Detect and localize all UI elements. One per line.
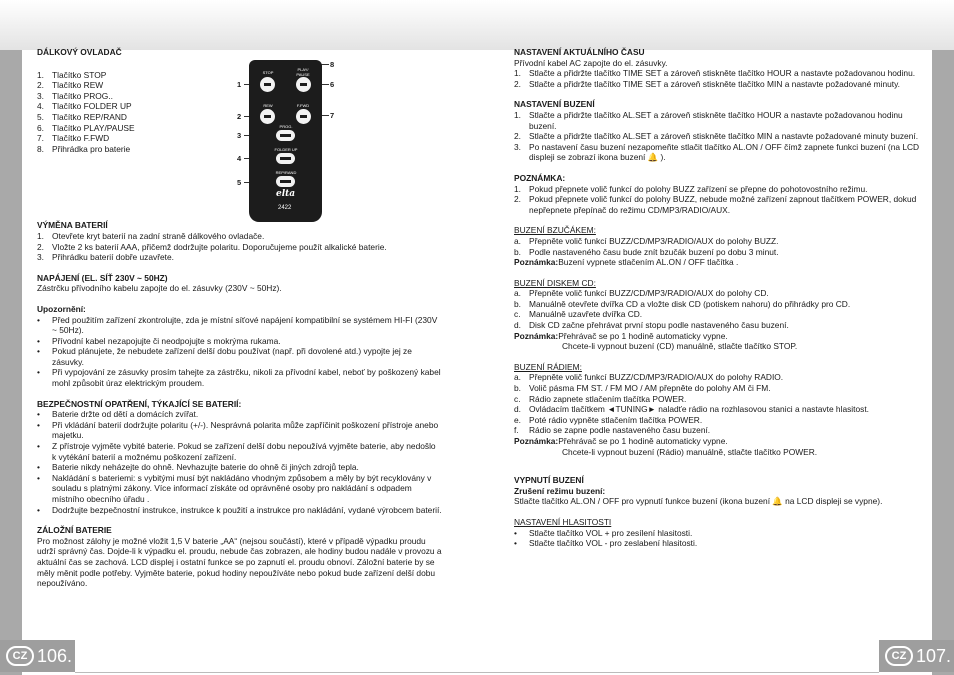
cd-note: [514, 331, 926, 342]
list-text: Stlačte a přidržte tlačítko TIME SET a zároveň stiskněte tlačítko MIN a nastavte požadované minuty.: [529, 78, 900, 89]
rep-rand-button: [276, 176, 295, 187]
radio-note-text: Přehrávač se po 1 hodině automaticky vypne.: [558, 436, 728, 446]
list-item: [37, 91, 442, 102]
list-text: Stlačte tlačítko VOL - pro zeslabení hlasitosti.: [529, 538, 698, 549]
rew-button: [260, 109, 275, 124]
left-margin-band: [0, 50, 22, 675]
safety-title: BEZPEČNOSTNÍ OPATŘENÍ, TÝKAJÍCÍ SE BATERIÍ:: [37, 398, 242, 409]
list-text: Tlačítko REP/RAND: [52, 111, 127, 122]
list-text: Před použitím zařízení zkontrolujte, zda je místní síťové napájení kompatibilní se systémem HI-FI (230V ~ 50Hz).: [52, 314, 438, 336]
remote-title: DÁLKOVÝ OVLADAČ: [37, 47, 122, 57]
list-text: Přepněte volič funkcí BUZZ/CD/MP3/RADIO/AUX do polohy BUZZ.: [529, 235, 779, 246]
list-text: Při vypojování ze zásuvky prosím tahejte za zástrčku, nikoli za přívodní kabel, neboť by poškozený kabel mohl způsobit úraz elektrickým proudem.: [52, 367, 441, 389]
list-item: [514, 236, 926, 247]
list-text: Disk CD začne přehrávat první stopu podle nastaveného času buzení.: [529, 320, 789, 331]
right-margin-band: [932, 50, 954, 675]
list-item: [37, 505, 442, 516]
list-marker: •: [37, 462, 40, 473]
list-item: [37, 70, 442, 81]
remote-label-rep: REP/RAND: [275, 170, 297, 175]
list-marker: 3.: [514, 141, 521, 152]
remote-label-prog: PROG.: [279, 124, 293, 129]
battery-title: VÝMĚNA BATERIÍ: [37, 220, 108, 231]
list-marker: 1.: [37, 230, 44, 241]
list-item: [514, 404, 926, 415]
list-text: Tlačítko STOP: [52, 69, 107, 80]
list-item: [514, 131, 926, 142]
language-badge: CZ: [6, 646, 34, 666]
list-marker: •: [37, 419, 40, 430]
time-intro: Přívodní kabel AC zapojte do el. zásuvky.: [514, 57, 668, 68]
list-marker: •: [37, 367, 40, 378]
list-text: Přihrádka pro baterie: [52, 143, 131, 154]
cd-note-text-2: Chcete-li vypnout buzení (CD) manuálně, stlačte tlačítko STOP.: [562, 341, 798, 352]
remote-model: 2422: [278, 205, 292, 211]
list-text: Baterie držte od dětí a domácích zvířat.: [52, 409, 199, 420]
list-marker: 3.: [37, 90, 44, 101]
list-item: [514, 288, 926, 299]
radio-list: [514, 372, 926, 436]
time-list: [514, 68, 926, 89]
callout-4: 4: [237, 154, 242, 163]
safety-list: [37, 409, 442, 515]
radio-note-label: Poznámka:: [514, 436, 559, 446]
list-item: [37, 315, 442, 336]
remote-label-stop: STOP: [262, 70, 274, 75]
list-item: [514, 79, 926, 90]
list-marker: d.: [514, 404, 521, 415]
list-text: Stlačte tlačítko VOL + pro zesílení hlasitosti.: [529, 527, 693, 538]
list-item: [37, 473, 442, 505]
list-marker: •: [37, 314, 40, 325]
list-marker: c.: [514, 309, 521, 320]
callout-1: 1: [237, 80, 242, 89]
callout-8: 8: [330, 60, 335, 69]
list-item: [514, 184, 926, 195]
list-text: Volič pásma FM ST. / FM MO / AM přepněte do polohy AM či FM.: [529, 383, 771, 394]
list-item: [514, 383, 926, 394]
list-text: Stlačte a přidržte tlačítko TIME SET a zároveň stiskněte tlačítko HOUR a nastavte požadovanou hodinu.: [529, 68, 916, 79]
page-number: 106.: [37, 645, 73, 666]
remote-label-play: PLAY/ PAUSE: [296, 67, 310, 77]
buzz-note-label: Poznámka:: [514, 257, 559, 268]
list-text: Pokud přepnete volič funkcí do polohy BUZZ, nebude možné zařízení zapnout tlačítkem POWER, dokud nepřepnete přepínač do režimu CD/MP3/RADIO/AUX.: [529, 194, 917, 215]
list-text: Vložte 2 ks baterií AAA, přičemž dodržujte polaritu. Doporučujeme použít alkalické baterie.: [52, 241, 387, 252]
list-item: [514, 110, 926, 131]
cd-title: BUZENÍ DISKEM CD:: [514, 277, 596, 288]
list-item: [37, 336, 442, 347]
list-marker: •: [37, 441, 40, 452]
list-text: Pokud přepnete volič funkcí do polohy BUZZ zařízení se přepne do pohotovostního režimu.: [529, 183, 868, 194]
list-item: [514, 247, 926, 258]
list-item: [514, 194, 926, 215]
list-item: [514, 425, 926, 436]
power-title: NAPÁJENÍ (EL. SÍŤ 230V ~ 50HZ): [37, 272, 168, 283]
cd-note-label: Poznámka:: [514, 330, 559, 341]
list-marker: a.: [514, 372, 521, 383]
list-marker: b.: [514, 246, 521, 257]
buzz-list: [514, 236, 926, 257]
list-text: Dodržujte bezpečnostní instrukce, instrukce k použití a instrukce pro nakládání, vydané výrobcem baterií.: [52, 504, 442, 515]
list-item: [514, 538, 926, 549]
alarm-list: [514, 110, 926, 163]
list-item: [37, 101, 442, 112]
prog-button: [276, 130, 295, 141]
volume-list: [514, 528, 926, 549]
list-marker: 2.: [37, 80, 44, 91]
cd-note-text: Přehrávač se po 1 hodině automaticky vypne.: [558, 330, 728, 341]
list-marker: •: [37, 335, 40, 346]
list-text: Přepněte volič funkcí BUZZ/CD/MP3/RADIO/AUX do polohy CD.: [529, 288, 769, 299]
off-subtitle: Zrušení režimu buzení:: [514, 485, 606, 496]
list-marker: e.: [514, 414, 521, 425]
list-text: Tlačítko PROG..: [52, 90, 113, 101]
list-marker: 2.: [37, 241, 44, 252]
list-item: [514, 299, 926, 310]
list-text: Poté rádio vypněte stlačením tlačítka POWER.: [529, 414, 703, 425]
list-item: [514, 68, 926, 79]
page-number-right: [879, 640, 954, 672]
callout-6: 6: [330, 80, 335, 89]
backup-text: Pro možnost zálohy je možné vložit 1,5 V baterie „AA“ (nejsou součástí), které v případě výpadku proudu udrží správný čas. Dojde-li k výpadku el. proudu, nebude čas zobrazen, ale hodiny budou nadále v provozu a aktuální čas se zachová. LCD displej i ostatní funkce se po zapnutí el. proudu obnoví. Záložní baterie by se měly měnit podle potřeby. Vyjměte baterie, pokud hodiny nepoužíváte nebo pokud bude zařízení delší dobu nepoužíváno.: [37, 535, 442, 589]
off-title: VYPNUTÍ BUZENÍ: [514, 475, 584, 486]
time-title: NASTAVENÍ AKTUÁLNÍHO ČASU: [514, 47, 645, 57]
list-item: [514, 528, 926, 539]
radio-title: BUZENÍ RÁDIEM:: [514, 361, 582, 372]
ffwd-button: [296, 109, 311, 124]
list-text: Ovládacím tlačítkem ◄TUNING► naladťe rádio na rozhlasovou stanici a nastavte hlasitost.: [529, 404, 869, 415]
list-text: Tlačítko PLAY/PAUSE: [52, 122, 135, 133]
list-marker: •: [37, 346, 40, 357]
radio-note: [514, 436, 926, 447]
list-text: Přívodní kabel nezapojujte či neodpojujte s mokrýma rukama.: [52, 335, 281, 346]
buzz-note-text: Buzení vypnete stlačením AL.ON / OFF tlačítka .: [558, 257, 739, 268]
page-number-left: [0, 640, 75, 672]
list-text: Přepněte volič funkcí BUZZ/CD/MP3/RADIO/AUX do polohy RADIO.: [529, 372, 784, 383]
list-marker: d.: [514, 320, 521, 331]
list-text: Z přístroje vyjměte vybité baterie. Pokud se zařízení delší dobu nepoužívá vyjměte baterie, aby nedošlo k vytékání baterií a možnému poškození zařízení.: [52, 441, 436, 462]
list-marker: •: [37, 409, 40, 420]
list-marker: b.: [514, 298, 521, 309]
warning-list: [37, 315, 442, 389]
list-marker: 6.: [37, 122, 44, 133]
list-text: Manuálně otevřete dvířka CD a vložte disk CD (potiskem nahoru) do přihrádky pro CD.: [529, 298, 851, 309]
list-text: Tlačítko FOLDER UP: [52, 101, 132, 112]
backup-title: ZÁLOŽNÍ BATERIE: [37, 525, 112, 536]
list-text: Baterie nikdy neházejte do ohně. Nevhazujte baterie do ohně či jiných zdrojů tepla.: [52, 462, 359, 473]
header-band: [0, 0, 954, 50]
list-marker: •: [37, 472, 40, 483]
list-text: Otevřete kryt baterií na zadní straně dálkového ovladače.: [52, 230, 265, 241]
list-item: [37, 242, 442, 253]
list-text: Pokud plánujete, že nebudete zařízení delší dobu používat (např. při dovolené atd.) vypojte jej ze zásuvky.: [52, 346, 412, 367]
list-text: Přihrádku baterií dobře uzavřete.: [52, 252, 174, 263]
footer-rule: [75, 672, 879, 673]
remote-control-image: [249, 60, 322, 222]
list-item: [37, 252, 442, 263]
list-text: Při vkládání baterií dodržujte polaritu (+/-). Nesprávná polarita může zapříčinit poškození přístroje anebo majetku.: [52, 419, 439, 441]
list-item: [37, 441, 442, 462]
list-item: [514, 394, 926, 405]
battery-list: [37, 231, 442, 263]
callout-2: 2: [237, 112, 242, 121]
list-item: [37, 420, 442, 441]
list-marker: 4.: [37, 101, 44, 112]
alarm-title: NASTAVENÍ BUZENÍ: [514, 99, 595, 110]
list-item: [514, 372, 926, 383]
list-item: [37, 346, 442, 367]
buzz-note: [514, 257, 926, 268]
list-item: [37, 462, 442, 473]
list-marker: b.: [514, 383, 521, 394]
power-text: Zástrčku přívodního kabelu zapojte do el. zásuvky (230V ~ 50Hz).: [37, 283, 282, 294]
list-item: [514, 142, 926, 163]
list-item: [514, 415, 926, 426]
play-pause-button: [296, 77, 311, 92]
list-text: Po nastavení času buzení nezapomeňte stlačit tlačítko AL.ON / OFF čímž zapnete funkci buzení (na LCD displeji se zobrazí ikona buzení 🔔 ).: [529, 141, 920, 163]
radio-note-text-2: Chcete-li vypnout buzení (Rádio) manuálně, stlačte tlačítko POWER.: [562, 446, 818, 457]
left-page-column: [37, 47, 442, 589]
list-text: Nakládání s bateriemi: s vybitými musí být nakládáno vhodným způsobem a měly by být recyklovány v souladu s platnými zákony. Více informací získáte od oprávněné osoby pro nakládání s odpadem místního obecního úřadu .: [52, 472, 432, 504]
list-marker: 7.: [37, 133, 44, 144]
list-marker: 1.: [514, 183, 521, 194]
folder-up-button: [276, 153, 295, 164]
callout-3: 3: [237, 131, 242, 140]
list-marker: 3.: [37, 252, 44, 263]
list-item: [37, 231, 442, 242]
list-item: [37, 409, 442, 420]
page-number: 107.: [916, 645, 952, 666]
list-item: [514, 309, 926, 320]
note-list: [514, 184, 926, 216]
callout-5: 5: [237, 178, 242, 187]
list-text: Tlačítko F.FWD: [52, 133, 110, 144]
buzz-title: BUZENÍ BZUČÁKEM:: [514, 225, 596, 236]
language-badge: CZ: [885, 646, 913, 666]
list-text: Podle nastaveného času bude znít bzučák buzení po dobu 3 minut.: [529, 246, 779, 257]
remote-label-ffwd: F.FWD: [296, 103, 310, 108]
callout-7: 7: [330, 111, 335, 120]
list-item: [37, 367, 442, 388]
remote-label-rew: REW: [263, 103, 273, 108]
warning-title: Upozornění:: [37, 303, 86, 314]
list-marker: 1.: [37, 69, 44, 80]
list-text: Stlačte a přidržte tlačítko AL.SET a zároveň stiskněte tlačítko HOUR a nastavte požadovanou hodinu buzení.: [529, 109, 903, 131]
list-marker: 1.: [514, 109, 521, 120]
list-text: Tlačítko REW: [52, 80, 104, 91]
list-marker: f.: [514, 425, 519, 436]
remote-brand-logo: elta: [276, 189, 296, 199]
list-marker: a.: [514, 288, 521, 299]
list-marker: •: [514, 538, 517, 549]
volume-title: NASTAVENÍ HLASITOSTI: [514, 516, 612, 527]
right-page-column: [514, 47, 926, 549]
remote-label-folder: FOLDER UP: [274, 147, 298, 152]
off-text: Stlačte tlačítko AL.ON / OFF pro vypnutí funkce buzení (ikona buzení 🔔 na LCD displeji se vypne).: [514, 496, 883, 507]
list-marker: 2.: [514, 194, 521, 205]
list-marker: 5.: [37, 111, 44, 122]
list-marker: a.: [514, 235, 521, 246]
cd-list: [514, 288, 926, 330]
list-item: [37, 144, 442, 155]
note-title: POZNÁMKA:: [514, 172, 566, 183]
list-text: Rádio zapnete stlačením tlačítka POWER.: [529, 393, 687, 404]
list-text: Stlačte a přidržte tlačítko AL.SET a zároveň stiskněte tlačítko MIN a nastavte požadované minuty buzení.: [529, 131, 919, 142]
list-marker: 2.: [514, 131, 521, 142]
list-marker: •: [514, 527, 517, 538]
stop-button: [260, 77, 275, 92]
list-marker: c.: [514, 393, 521, 404]
list-marker: 2.: [514, 78, 521, 89]
list-item: [514, 320, 926, 331]
list-text: Rádio se zapne podle nastaveného času buzení.: [529, 425, 711, 436]
list-marker: 8.: [37, 143, 44, 154]
list-marker: •: [37, 504, 40, 515]
list-marker: 1.: [514, 68, 521, 79]
list-text: Manuálně uzavřete dvířka CD.: [529, 309, 643, 320]
